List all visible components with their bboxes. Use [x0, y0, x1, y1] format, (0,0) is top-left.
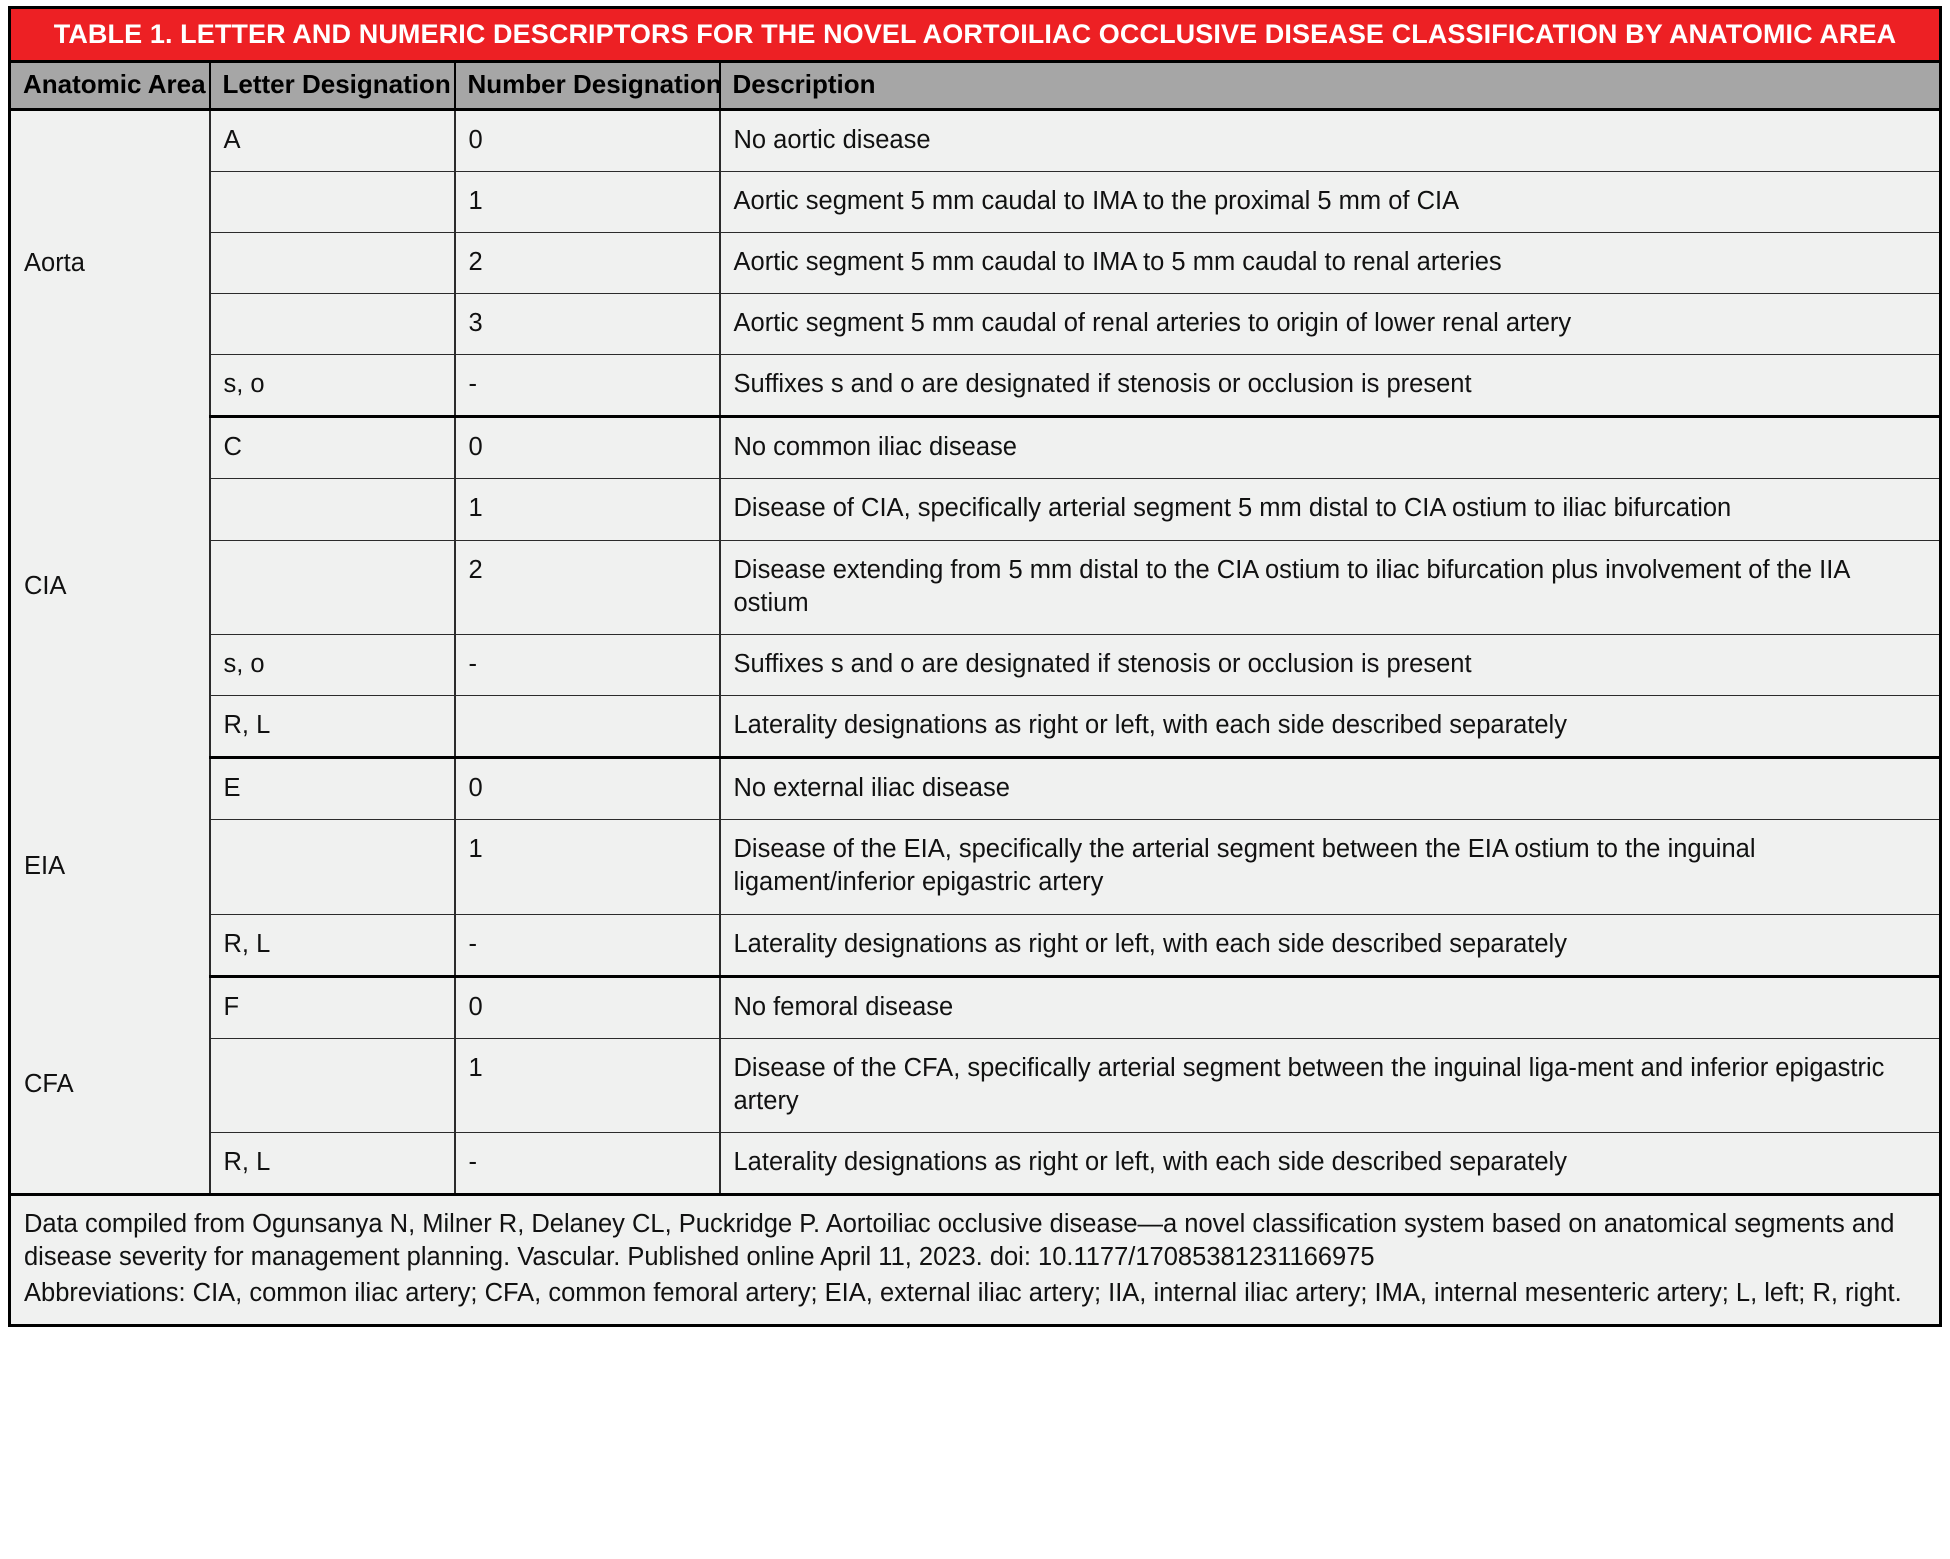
table-row — [10, 634, 1941, 695]
table-row — [10, 540, 1941, 634]
description-cell: Laterality designations as right or left, with each side described separately — [720, 696, 1941, 758]
letter-designation-cell: E — [210, 758, 455, 820]
table-head — [10, 8, 1941, 110]
column-header-letter-designation: Letter Designation — [210, 62, 455, 109]
description-cell: No femoral disease — [720, 976, 1941, 1038]
table-row — [10, 294, 1941, 355]
description-cell: Disease of CIA, specifically arterial segment 5 mm distal to CIA ostium to iliac bifurcation — [720, 479, 1941, 540]
number-designation-cell: 2 — [455, 232, 720, 293]
description-cell: Disease of the CFA, specifically arterial segment between the inguinal liga-ment and inferior epigastric artery — [720, 1038, 1941, 1132]
table-row — [10, 417, 1941, 479]
number-designation-cell: - — [455, 914, 720, 976]
table-row — [10, 355, 1941, 417]
footnote-cell — [10, 1195, 1941, 1325]
column-header-row — [10, 62, 1941, 109]
anatomic-area-cell: CIA — [10, 417, 210, 758]
letter-designation-cell — [210, 171, 455, 232]
table-body — [10, 109, 1941, 1195]
letter-designation-cell: R, L — [210, 914, 455, 976]
aortoiliac-classification-table — [8, 6, 1942, 1327]
table-row — [10, 1133, 1941, 1195]
description-cell: Aortic segment 5 mm caudal to IMA to the proximal 5 mm of CIA — [720, 171, 1941, 232]
letter-designation-cell: s, o — [210, 634, 455, 695]
number-designation-cell: 2 — [455, 540, 720, 634]
number-designation-cell: 0 — [455, 976, 720, 1038]
letter-designation-cell — [210, 294, 455, 355]
description-cell: Disease extending from 5 mm distal to the CIA ostium to iliac bifurcation plus involvement of the IIA ostium — [720, 540, 1941, 634]
letter-designation-cell: A — [210, 109, 455, 171]
table-row — [10, 232, 1941, 293]
letter-designation-cell — [210, 232, 455, 293]
description-cell: Disease of the EIA, specifically the arterial segment between the EIA ostium to the inguinal ligament/inferior epigastric artery — [720, 820, 1941, 914]
letter-designation-cell: F — [210, 976, 455, 1038]
column-header-description: Description — [720, 62, 1941, 109]
description-cell: No aortic disease — [720, 109, 1941, 171]
table-row — [10, 479, 1941, 540]
letter-designation-cell: R, L — [210, 1133, 455, 1195]
number-designation-cell: 1 — [455, 171, 720, 232]
number-designation-cell: 3 — [455, 294, 720, 355]
number-designation-cell: 0 — [455, 109, 720, 171]
description-cell: Aortic segment 5 mm caudal to IMA to 5 mm caudal to renal arteries — [720, 232, 1941, 293]
anatomic-area-cell: EIA — [10, 758, 210, 977]
letter-designation-cell: C — [210, 417, 455, 479]
number-designation-cell: 1 — [455, 1038, 720, 1132]
letter-designation-cell: R, L — [210, 696, 455, 758]
description-cell: No common iliac disease — [720, 417, 1941, 479]
letter-designation-cell — [210, 540, 455, 634]
table-row — [10, 758, 1941, 820]
table-row — [10, 171, 1941, 232]
anatomic-area-cell: Aorta — [10, 109, 210, 417]
table-row — [10, 820, 1941, 914]
number-designation-cell: - — [455, 634, 720, 695]
footnote-row — [10, 1195, 1941, 1325]
footnote-source: Data compiled from Ogunsanya N, Milner R, Delaney CL, Puckridge P. Aortoiliac occlusive disease—a novel classification system based on anatomical segments and disease severity for management planning. Vascular. Published online April 11, 2023. doi: 10.1177/17085381231166975 — [24, 1210, 1895, 1272]
letter-designation-cell — [210, 479, 455, 540]
letter-designation-cell — [210, 1038, 455, 1132]
column-header-anatomic-area: Anatomic Area — [10, 62, 210, 109]
table-foot — [10, 1195, 1941, 1325]
number-designation-cell — [455, 696, 720, 758]
description-cell: Aortic segment 5 mm caudal of renal arteries to origin of lower renal artery — [720, 294, 1941, 355]
description-cell: Suffixes s and o are designated if stenosis or occlusion is present — [720, 634, 1941, 695]
footnote-abbreviations: Abbreviations: CIA, common iliac artery; CFA, common femoral artery; EIA, external iliac artery; IIA, internal iliac artery; IMA, internal mesenteric artery; L, left; R, right. — [24, 1278, 1902, 1307]
table-row — [10, 1038, 1941, 1132]
table-row — [10, 914, 1941, 976]
number-designation-cell: - — [455, 1133, 720, 1195]
table-title: TABLE 1. LETTER AND NUMERIC DESCRIPTORS FOR THE NOVEL AORTOILIAC OCCLUSIVE DISEASE CLASSIFICATION BY ANATOMIC AREA — [10, 8, 1941, 62]
number-designation-cell: - — [455, 355, 720, 417]
description-cell: Laterality designations as right or left, with each side described separately — [720, 914, 1941, 976]
description-cell: No external iliac disease — [720, 758, 1941, 820]
table-row — [10, 696, 1941, 758]
number-designation-cell: 0 — [455, 417, 720, 479]
anatomic-area-cell: CFA — [10, 976, 210, 1195]
column-header-number-designation: Number Designation — [455, 62, 720, 109]
table-row — [10, 109, 1941, 171]
description-cell: Suffixes s and o are designated if stenosis or occlusion is present — [720, 355, 1941, 417]
title-row — [10, 8, 1941, 62]
description-cell: Laterality designations as right or left, with each side described separately — [720, 1133, 1941, 1195]
number-designation-cell: 1 — [455, 820, 720, 914]
letter-designation-cell — [210, 820, 455, 914]
number-designation-cell: 1 — [455, 479, 720, 540]
table-row — [10, 976, 1941, 1038]
number-designation-cell: 0 — [455, 758, 720, 820]
letter-designation-cell: s, o — [210, 355, 455, 417]
